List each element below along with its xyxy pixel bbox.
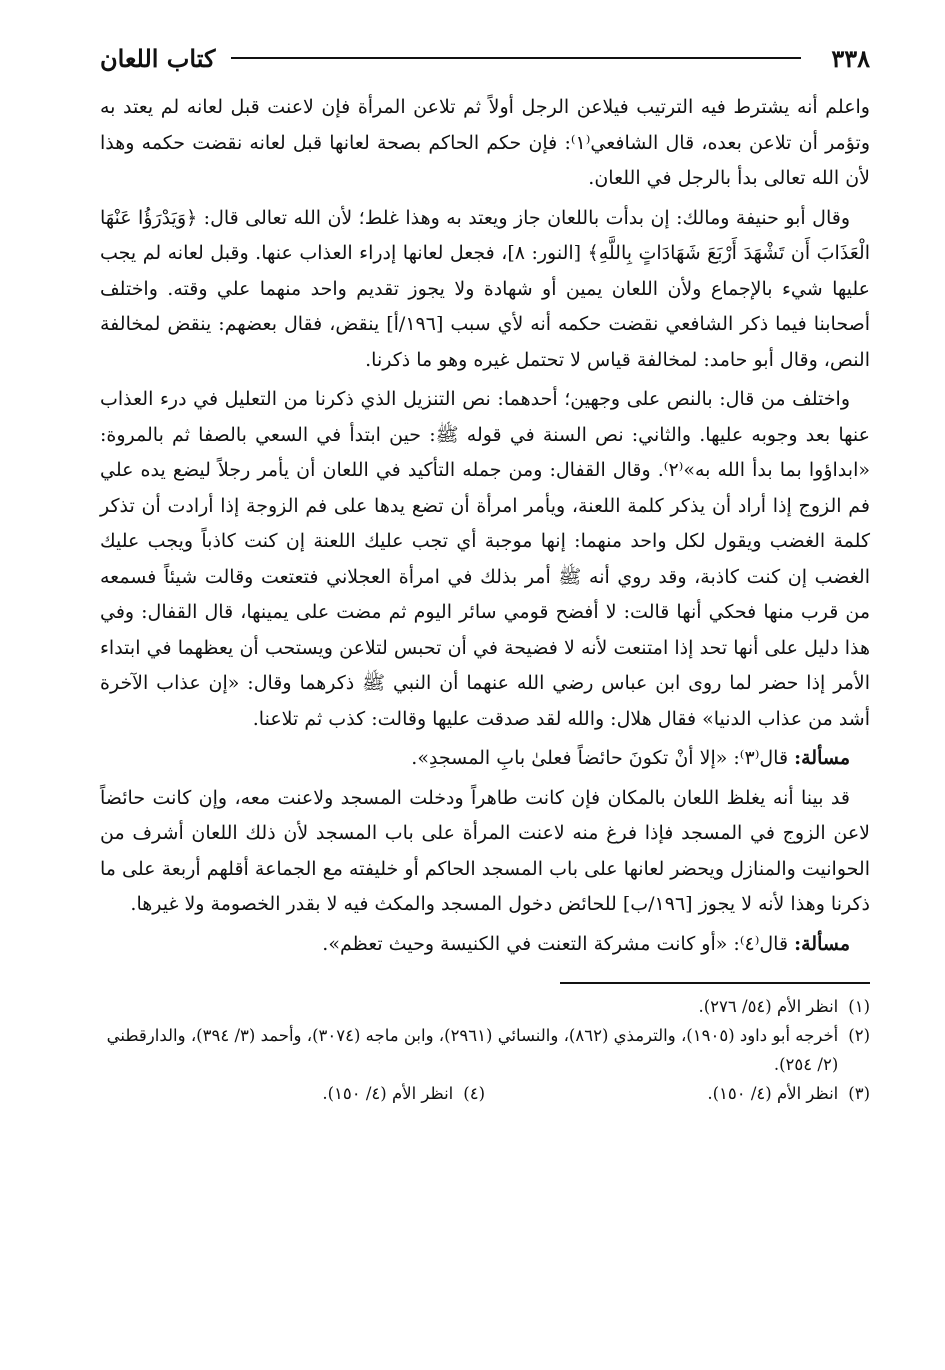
footnote-4-number: (٤) [463,1084,485,1103]
running-header [100,36,870,80]
footnote-divider [560,982,870,984]
paragraph-2: وقال أبو حنيفة ومالك: إن بدأت باللعان جاز ويعتد به وهذا غلط؛ لأن الله تعالى قال: ﴿وَيَدْرَؤُا عَنْهَا الْعَذَابَ أَن تَشْهَدَ أَرْبَعَ شَهَادَاتٍ بِاللَّهِ﴾ [النور: ٨]، فجعل لعانها إدراء العذاب عنها. وقبل لعانه لم يجب عليها شيء بالإجماع ولأن اللعان يمين أو شهادة ولا يجوز تقديم واحد منهما علي وقته. واختلف أصحابنا فيما ذكر الشافعي نقضت حكمه أنه لأي سبب [١٩٦/أ] ينقض، فقال بعضهم: ينقض لمخالفة النص، وقال أبو حامد: لمخالفة قياس لا تحتمل غيره وهو ما ذكرنا. [100,206,870,371]
main-text [100,90,870,962]
masala-2 [100,927,870,963]
footnote-2-number: (٢) [848,1026,870,1045]
footnote-3 [485,1079,870,1108]
footnote-4 [100,1079,485,1108]
footnotes [100,992,870,1108]
footnote-1 [100,992,870,1021]
footnote-2 [100,1021,870,1079]
masala-1-label: مسألة: [794,747,850,769]
footnote-row-3-4 [100,1079,870,1108]
book-title: كتاب اللعان [100,43,216,73]
footnote-4-text: انظر الأم (٤/ ١٥٠). [322,1084,454,1103]
footnote-3-number: (٣) [848,1084,870,1103]
footnote-1-number: (١) [848,997,870,1016]
footnote-3-text: انظر الأم (٤/ ١٥٠). [707,1084,839,1103]
footnote-2-text: أخرجه أبو داود (١٩٠٥)، والترمذي (٨٦٢)، والنسائي (٢٩٦١)، وابن ماجه (٣٠٧٤)، وأحمد (٣/ ٣٩٤)، والدارقطني (٢/ ٢٥٤). [106,1026,839,1074]
paragraph-4: قد بينا أنه يغلظ اللعان بالمكان فإن كانت طاهراً ودخلت المسجد ولاعنت معه، وإن كانت حائضاً لاعن الزوج في المسجد فإذا فرغ منه لاعنت المرأة على باب المسجد لأن ذلك اللعان أشرف من الحوانيت والمنازل ويحضر لعانها على باب المسجد الحاكم أو خليفته مع الجماعة أقلهم أربعة على ما ذكرنا وهذا لأنه لا يجوز [١٩٦/ب] للحائض دخول المسجد والمكث فيه لا بقدر الخصومة ولا غيرها. [100,786,870,915]
page [100,36,870,1108]
header-rule [231,57,801,59]
footnote-1-text: انظر الأم (٥٤/ ٢٧٦). [698,997,839,1016]
paragraph-3: واختلف من قال: بالنص على وجهين؛ أحدهما: نص التنزيل الذي ذكرنا من التعليل في درء العذاب عنها بعد وجوبه عليها. والثاني: نص السنة في قوله ﷺ: حين ابتدأ في السعي بالصفا ثم بالمروة: «ابداؤوا بما بدأ الله به»⁽٢⁾. وقال القفال: ومن جمله التأكيد في اللعان أن يأمر رجلاً ليضع يده علي فم الزوج إذا أراد أن يذكر كلمة اللعنة، ويأمر امرأة أن تضع يدها على فم الزوجة إذا أرادت أن تذكر كلمة الغضب ويقول لكل واحد منهما: إنها موجبة أي تجب عليك اللعنة إن كنت كاذباً ويجب عليك الغضب إن كنت كاذبة، وقد روي أنه ﷺ أمر بذلك في امرأة العجلاني فتعتعت وقالت شيئاً فسمعه من قرب منها فحكي أنها قالت: لا أفضح قومي سائر اليوم ثم مضت على يمينها، قال القفال: وفي هذا دليل على أنها تحد إذا امتنعت لأنه لا فضيحة في أن تحبس لتلاعن ويستحب أن يعظهما في ابتداء الأمر إذا حضر لما روى ابن عباس رضي الله عنهما أن النبي ﷺ ذكرهما وقال: «إن عذاب الآخرة أشد من عذاب الدنيا» فقال هلال: والله لقد صدقت عليها وقالت: كذب ثم تلاعنا. [100,388,870,730]
masala-2-text: قال⁽٤⁾: «أو كانت مشركة التعنت في الكنيسة وحيث تعظم». [322,932,789,955]
masala-1-text: قال⁽٣⁾: «إلا أنْ تكونَ حائضاً فعلىٰ بابِ المسجدِ». [411,747,789,769]
page-number: ٣٣٨ [831,43,870,73]
masala-1 [100,741,870,777]
masala-2-label: مسألة: [794,932,850,955]
paragraph-1: واعلم أنه يشترط فيه الترتيب فيلاعن الرجل أولاً ثم تلاعن المرأة فإن لاعنت قبل لعانه لم يعتد به وتؤمر أن تلاعن بعده، قال الشافعي⁽١⁾: فإن حكم الحاكم بصحة لعانها قبل لعانه نقضت حكمه وهذا لأن الله تعالى بدأ بالرجل في اللعان. [100,96,871,189]
